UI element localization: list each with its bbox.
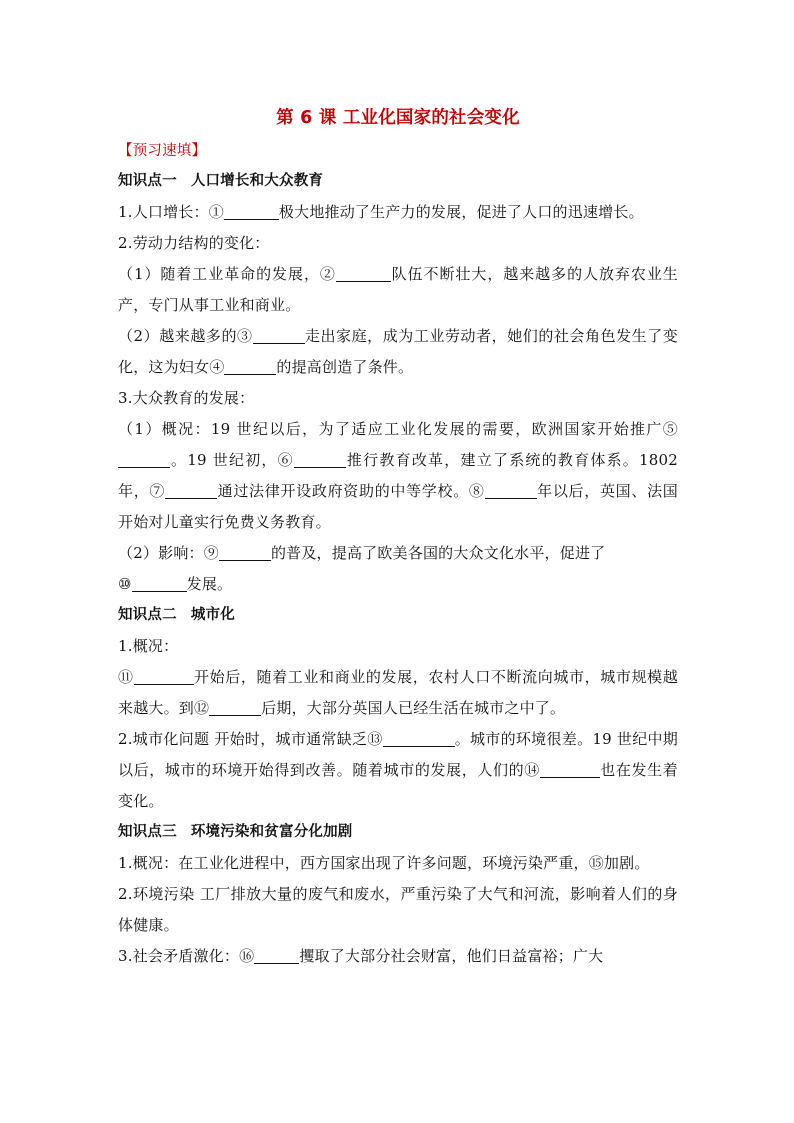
paragraph	[118, 197, 678, 228]
section-label: 知识点一	[118, 173, 177, 189]
section-label: 知识点三	[118, 824, 177, 840]
text: ⑩	[118, 575, 132, 593]
paragraph: 2.环境污染 工厂排放大量的废气和废水，严重污染了大气和河流，影响着人们的身体健康。	[118, 885, 678, 934]
fill-blank-5[interactable]	[118, 449, 170, 468]
page-title: 第 6 课 工业化国家的社会变化	[276, 108, 520, 128]
text: ⑪	[118, 668, 134, 686]
text: 极大地推动了生产力的发展，促进了人口的迅速增长。	[278, 203, 644, 221]
text: （2）越来越多的③	[118, 327, 253, 345]
fill-blank-2[interactable]	[336, 263, 391, 282]
text: 也在发生着变化。	[118, 761, 678, 810]
text: 攫取了大部分社会财富，他们日益富裕；广大	[299, 947, 604, 965]
text: 的普及，提高了欧美各国的大众文化水平，促进了	[270, 544, 606, 562]
section-heading-2	[118, 600, 678, 631]
text: 1.人口增长：①	[118, 203, 224, 221]
text: （1）概况：19 世纪以后，为了适应工业化发展的需要，欧洲国家开始推广⑤	[118, 420, 678, 438]
paragraph	[118, 414, 678, 538]
paragraph	[118, 724, 678, 817]
text: 发展。	[186, 575, 233, 593]
text: （1）随着工业革命的发展，②	[118, 265, 336, 283]
fill-blank-1[interactable]	[224, 201, 279, 220]
paragraph	[118, 662, 678, 724]
text: 队伍不断壮大，越来越多的人放弃农业生产，专门从事工业和商业。	[118, 265, 678, 314]
paragraph: 1.概况：在工业化进程中，西方国家出现了许多问题，环境污染严重，⑮加剧。	[118, 854, 650, 872]
worksheet-content	[118, 100, 678, 972]
paragraph	[118, 259, 678, 321]
section-topic: 城市化	[190, 607, 235, 623]
preview-tag: 【预习速填】	[118, 143, 207, 159]
section-topic: 环境污染和贫富分化加剧	[190, 824, 353, 840]
text: 开始后，随着工业和商业的发展，农村人口不断流向城市，城市规模越来越大。到⑫	[118, 668, 678, 717]
section-topic: 人口增长和大众教育	[190, 173, 324, 189]
paragraph: 2.劳动力结构的变化：	[118, 234, 270, 252]
text: 的提高创造了条件。	[276, 358, 414, 376]
section-heading-3	[118, 817, 678, 848]
text: （2）影响：⑨	[118, 544, 219, 562]
paragraph	[118, 941, 678, 972]
text: 走出家庭，成为工业劳动者，她们的社会角色发生了变化，这为妇女④	[118, 327, 678, 376]
text: 2.城市化问题 开始时，城市通常缺乏⑬	[118, 730, 383, 748]
fill-blank-10[interactable]	[132, 573, 187, 592]
fill-blank-13[interactable]	[383, 728, 455, 747]
text: 。19 世纪初，⑥	[170, 451, 294, 469]
paragraph: 1.概况：	[118, 637, 179, 655]
text: 后期，大部分英国人已经生活在城市之中了。	[261, 699, 566, 717]
fill-blank-9[interactable]	[219, 542, 271, 561]
text: 3.社会矛盾激化：⑯	[118, 947, 255, 965]
fill-blank-6[interactable]	[294, 449, 346, 468]
fill-blank-7[interactable]	[165, 480, 217, 499]
paragraph	[118, 321, 678, 383]
section-label: 知识点二	[118, 607, 177, 623]
fill-blank-4[interactable]	[224, 356, 276, 375]
text: 。城市的环境很差。19 世纪中期以后，城市的环境开始得到改善。随着城市的发展，人们的⑭	[118, 730, 678, 779]
paragraph: 3.大众教育的发展：	[118, 389, 255, 407]
fill-blank-14[interactable]	[540, 759, 600, 778]
fill-blank-16[interactable]	[254, 945, 299, 964]
text: 年以后，英国、法国开始对儿童实行免费义务教育。	[118, 482, 678, 531]
text: 推行教育改革，建立了系统的教育体系。1802年，⑦	[118, 451, 679, 500]
fill-blank-8[interactable]	[485, 480, 537, 499]
paragraph	[118, 538, 678, 600]
section-heading-1	[118, 166, 678, 197]
fill-blank-11[interactable]	[134, 666, 194, 685]
fill-blank-3[interactable]	[253, 325, 305, 344]
fill-blank-12[interactable]	[209, 697, 261, 716]
text: 通过法律开设政府资助的中等学校。⑧	[217, 482, 485, 500]
